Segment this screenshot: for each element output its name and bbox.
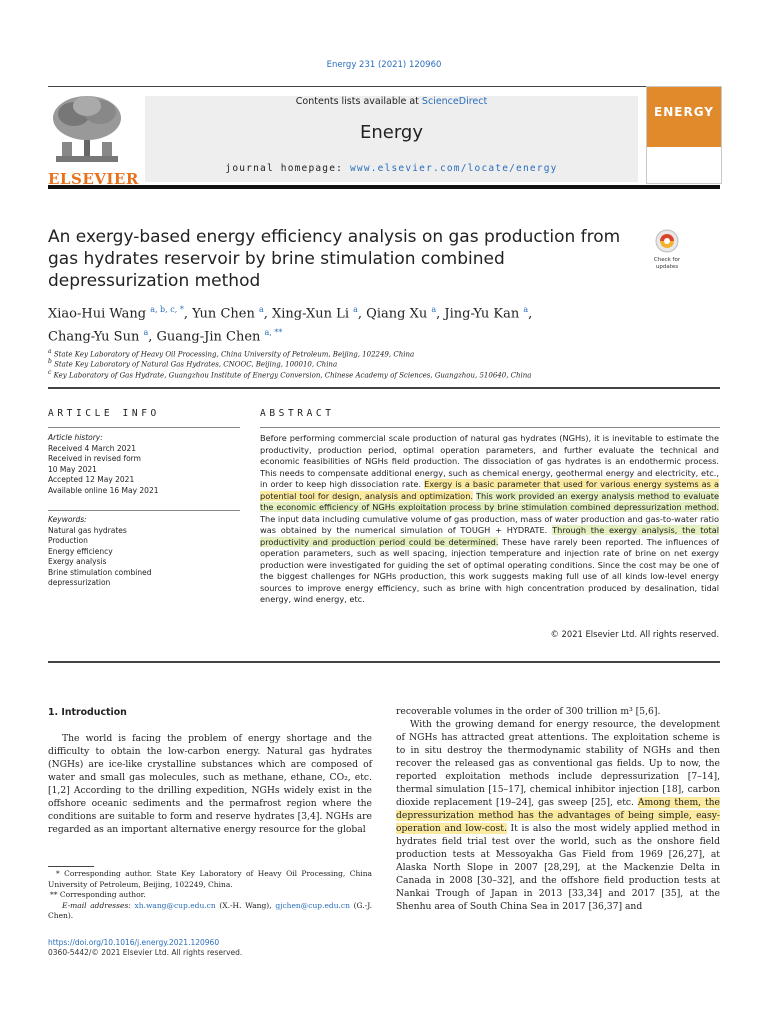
- crossmark-icon: [648, 229, 686, 253]
- abstract-end-rule: [48, 661, 720, 663]
- header-rule: [48, 185, 720, 189]
- intro-text: It is also the most widely applied method in hydrates field trial test over the world, such as the onshore field production tests at Messoyakha Gas Field from 1969 [26,27], at Alaska North Slope in 2007 [28,29], at the Mackenzie Delta in Canada in 2008 [30–32], and the offshore field production tests at Nankai Trough of Japan in 2013 [33,34] and 2017 [35], at the Shenhu area of South China Sea in 2017 [36,37] and: [396, 823, 720, 912]
- keyword-item: depressurization: [48, 578, 111, 587]
- article-info-rule: [48, 427, 240, 428]
- keyword-item: Brine stimulation combined: [48, 567, 152, 577]
- sciencedirect-link[interactable]: ScienceDirect: [421, 96, 488, 107]
- abstract-copyright: © 2021 Elsevier Ltd. All rights reserved.: [550, 629, 719, 639]
- elsevier-tree-icon: [48, 92, 126, 166]
- footnotes: [48, 869, 372, 922]
- highlight-yellow[interactable]: Among them, the depressurization method has the advantages of being simple, easy-operation and low-cost.: [396, 797, 720, 834]
- history-label: Article history:: [48, 433, 103, 442]
- history-item: Received in revised form: [48, 454, 141, 463]
- author-list: Xiao-Hui Wang $^{a, b, c, *}$, Yun Chen $^a$, Xing-Xun Li $^a$, Qiang Xu $^a$, Jing-Yu Kan $^a$, Chang-Yu Sun $^a$, Guang-Jin Chen $^{a, **}$: [48, 305, 533, 345]
- highlight-green[interactable]: Through the exergy analysis, the total productivity and production period could be determined.: [260, 525, 720, 547]
- affiliation: [48, 367, 531, 381]
- history-item: 10 May 2021: [48, 464, 97, 474]
- footnote-rule: [48, 866, 94, 867]
- author-name[interactable]: Chang-Yu Sun: [48, 329, 140, 345]
- keyword-item: Energy efficiency: [48, 546, 113, 556]
- contents-text: Contents lists available at: [295, 96, 422, 107]
- contents-line: [145, 96, 638, 107]
- affil-text: State Key Laboratory of Heavy Oil Processing, China University of Petroleum, Beijing, 102249, China: [53, 350, 415, 359]
- affil-text: State Key Laboratory of Natural Gas Hydrates, CNOOC, Beijing, 100010, China: [54, 360, 338, 369]
- intro-left-column: [48, 732, 372, 836]
- affil-mark: b: [48, 358, 52, 365]
- homepage-label: journal homepage:: [225, 163, 350, 174]
- intro-paragraph: The world is facing the problem of energy shortage and the difficulty to obtain the low-carbon energy. Natural gas hydrates (NGHs) are ice-like crystalline substances which are composed of water and small gas molecules, such as methane, ethane, CO₂, etc. [1,2] According to the drilling expedition, NGHs widely exist in the offshore oceanic sediments and the permafrost region where the conditions are suitable to form and reserve hydrates [3,4]. NGHs are regarded as an important alternative energy resource for the global: [48, 733, 372, 835]
- homepage-link[interactable]: www.elsevier.com/locate/energy: [349, 163, 558, 174]
- email-link[interactable]: xh.wang@cup.edu.cn: [134, 900, 216, 910]
- publisher-wordmark: ELSEVIER: [48, 170, 139, 188]
- keyword-item: Exergy analysis: [48, 557, 107, 566]
- intro-right-column: [396, 705, 720, 913]
- intro-paragraph: [396, 718, 720, 913]
- email-owner: (G.-J. Chen).: [48, 900, 373, 920]
- author-affil-mark[interactable]: a: [523, 305, 529, 314]
- footnote-corresponding-1: * Corresponding author. State Key Laboratory of Heavy Oil Processing, China University of Petroleum, Beijing, 102249, China.: [48, 869, 372, 889]
- author-affil-mark[interactable]: a, **: [264, 328, 283, 338]
- abstract-text: These have rarely been reported. The influences of operation parameters, such as well spacing, injection temperature and injection rate of brine on net exergy production were investigated for guiding the set of optimal operating conditions. Since the cost may be one of the biggest challenges for NGHs production, this work suggests making full use of all kinds low-level energy sources to improve energy efficiency, such as brine with high concentration produced by desalination, tidal energy, wind energy, etc.: [260, 536, 719, 604]
- elsevier-logo: [48, 92, 139, 188]
- author-name[interactable]: Xing-Xun Li: [272, 306, 349, 322]
- email-label: E-mail addresses:: [62, 900, 131, 910]
- abstract-body: [260, 433, 719, 606]
- affiliation-rule: [48, 387, 720, 389]
- continued-line: recoverable volumes in the order of 300 trillion m³ [5,6].: [396, 706, 661, 717]
- homepage-line: [145, 163, 638, 174]
- cover-lower-panel: [647, 147, 721, 183]
- history-item: Received 4 March 2021: [48, 443, 136, 453]
- section-heading-introduction: 1. Introduction: [48, 707, 127, 718]
- keywords-label: Keywords:: [48, 515, 87, 524]
- affil-text: Key Laboratory of Gas Hydrate, Guangzhou Institute of Energy Conversion, Chinese Academy of Sciences, Guangzhou, 510640, China: [53, 371, 532, 380]
- affil-mark: a: [48, 348, 52, 355]
- issn-copyright: 0360-5442/© 2021 Elsevier Ltd. All rights reserved.: [48, 948, 243, 957]
- crossmark-label: Check for updates: [653, 257, 681, 270]
- keyword-item: Production: [48, 536, 88, 545]
- abstract-text: Before performing commercial scale production of natural gas hydrates (NGHs), it is inevitable to estimate the productivity, production period, optimal operation parameters, and further evaluate the technical and economic feasibilities of NGHs field production. The dissociation of gas hydrates is an endothermic process. This needs to compensate additional energy, such as chemical energy, geothermal energy and electricity, etc., in order to keep high dissociation rate.: [260, 433, 719, 489]
- author-affil-mark[interactable]: a: [353, 305, 358, 314]
- doi-link[interactable]: https://doi.org/10.1016/j.energy.2021.120960: [48, 938, 220, 947]
- cover-title: ENERGY: [654, 105, 714, 119]
- author-name[interactable]: Jing-Yu Kan: [444, 306, 520, 322]
- article-history: [48, 433, 238, 496]
- highlight-green[interactable]: This work provided an exergy analysis method to evaluate the economic efficiency of NGHs exploitation process by brine stimulation combined depressurization method.: [260, 490, 720, 512]
- author-affil-mark[interactable]: a: [143, 328, 149, 338]
- journal-citation[interactable]: Energy 231 (2021) 120960: [326, 60, 442, 70]
- keyword-item: Natural gas hydrates: [48, 525, 127, 535]
- author-name[interactable]: Yun Chen: [192, 306, 255, 322]
- abstract-rule: [260, 427, 720, 428]
- author-name[interactable]: Qiang Xu: [366, 306, 428, 322]
- history-item: Accepted 12 May 2021: [48, 475, 135, 484]
- history-item: Available online 16 May 2021: [48, 485, 159, 495]
- footnote-corresponding-2: ** Corresponding author.: [50, 890, 146, 899]
- author-name[interactable]: Guang-Jin Chen: [156, 329, 261, 345]
- email-owner: (X.-H. Wang),: [215, 900, 276, 910]
- footnote-emails: [48, 901, 372, 922]
- keywords-rule: [48, 510, 240, 511]
- author-affil-mark[interactable]: a, b, c, *: [150, 305, 184, 314]
- keywords: [48, 515, 238, 589]
- highlight-yellow[interactable]: Exergy is a basic parameter that used for various energy systems as a potential tool for design, analysis and optimization.: [260, 479, 719, 501]
- journal-name: Energy: [359, 122, 424, 143]
- intro-text: With the growing demand for energy resource, the development of NGHs has attracted great attentions. The exploitation scheme is to in situ destroy the thermodynamic stability of NGHs and then recover the released gas as conventional gas fields. Up to now, the reported exploitation methods include depressurization [7–14], thermal simulation [15–17], chemical inhibitor injection [18], carbon dioxide replacement [19–24], gas sweep [25], etc.: [396, 719, 720, 808]
- journal-cover[interactable]: [646, 86, 722, 184]
- top-rule: [48, 86, 720, 87]
- check-for-updates-badge[interactable]: [648, 229, 686, 270]
- article-info-heading: ARTICLE INFO: [48, 408, 160, 419]
- journal-header: [145, 96, 638, 182]
- author-affil-mark[interactable]: a: [431, 305, 437, 314]
- author-affil-mark[interactable]: a: [258, 305, 264, 314]
- email-link[interactable]: gjchen@cup.edu.cn: [275, 900, 350, 910]
- author-name[interactable]: Xiao-Hui Wang: [48, 306, 147, 322]
- abstract-text: The input data including cumulative volume of gas production, mass of water production and gas-to-water ratio was obtained by the numerical simulation of TOUGH + HYDRATE.: [260, 513, 719, 535]
- article-title: An exergy-based energy efficiency analysis on gas production from gas hydrates reservoir by brine stimulation combined depressurization method: [48, 227, 621, 291]
- abstract-heading: ABSTRACT: [260, 408, 335, 419]
- affil-mark: c: [48, 369, 52, 376]
